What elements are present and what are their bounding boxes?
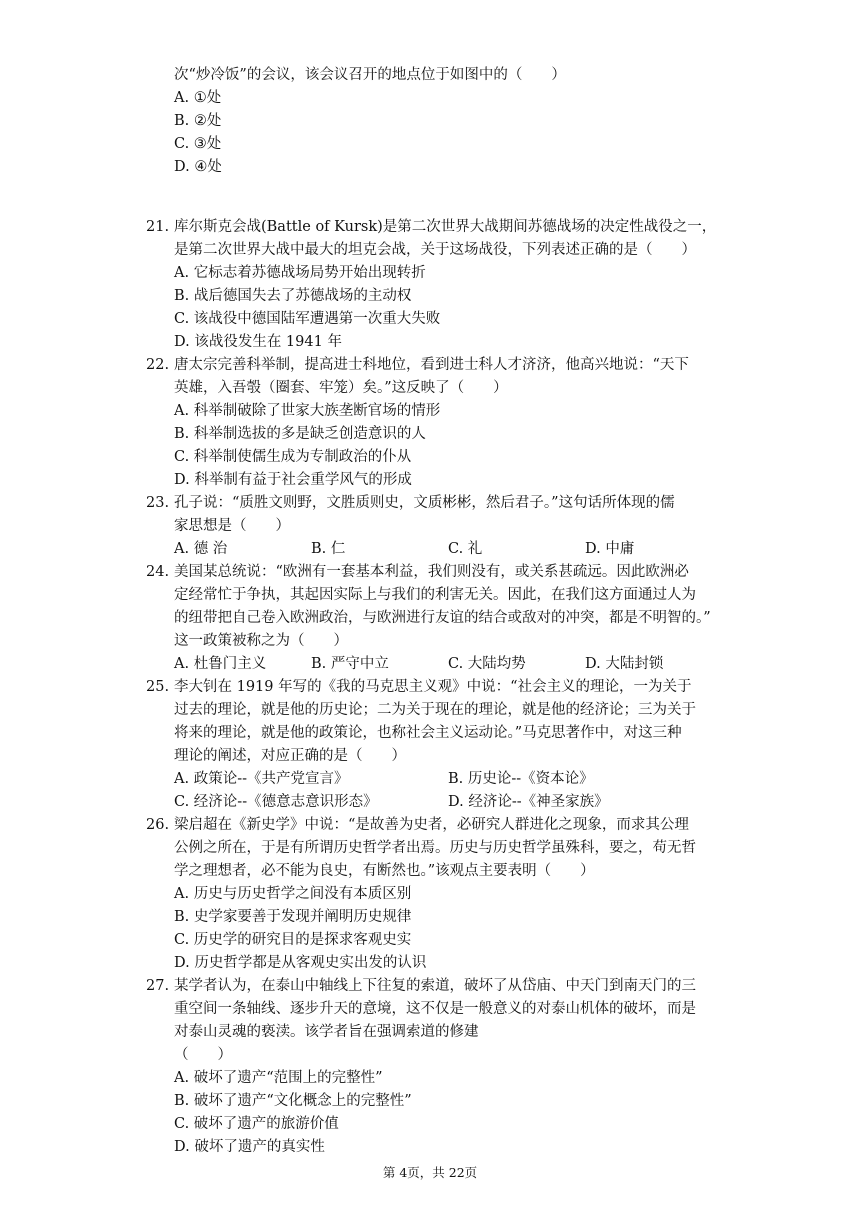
question-stem-line: 公例之所在，于是有所谓历史哲学者出焉。历史与历史哲学虽殊科，要之，苟无哲 — [174, 840, 696, 856]
option-a: A. 杜鲁门主义 — [174, 656, 267, 672]
question-stem-line: 李大钊在 1919 年写的《我的马克思主义观》中说：“社会主义的理论，一为关于 — [174, 679, 692, 695]
question-stem-line: 将来的理论，就是他的政策论，也称社会主义运动论。”马克思著作中，对这三种 — [174, 725, 682, 741]
question-number: 23. — [146, 495, 170, 511]
question-27 — [146, 975, 730, 1159]
option-d: D. ④处 — [174, 159, 222, 175]
question-stem-line: 梁启超在《新史学》中说：“是故善为史者，必研究人群进化之现象，而求其公理 — [174, 817, 689, 833]
question-22 — [146, 354, 730, 492]
question-stem-line: （ ） — [174, 1047, 232, 1063]
option-a: A. 科举制破除了世家大族垄断官场的情形 — [174, 403, 441, 419]
option-c: C. ③处 — [174, 136, 222, 152]
question-number: 22. — [146, 357, 170, 373]
option-c: C. 大陆均势 — [448, 656, 526, 672]
option-a: A. 政策论--《共产党宣言》 — [174, 771, 349, 787]
option-a: A. 德 治 — [174, 541, 228, 557]
question-stem-line: 是第二次世界大战中最大的坦克会战，关于这场战役，下列表述正确的是（ ） — [174, 242, 696, 258]
option-b: B. 破坏了遗产“文化概念上的完整性” — [174, 1093, 412, 1109]
question-stem-line: 理论的阐述，对应正确的是（ ） — [174, 748, 406, 764]
question-21 — [146, 216, 730, 354]
option-d: D. 科举制有益于社会重学风气的形成 — [174, 472, 412, 488]
options-row — [174, 653, 730, 676]
option-d: D. 历史哲学都是从客观史实出发的认识 — [174, 955, 427, 971]
question-number: 21. — [146, 219, 170, 235]
option-a: A. 它标志着苏德战场局势开始出现转折 — [174, 265, 426, 281]
option-b: B. 战后德国失去了苏德战场的主动权 — [174, 288, 412, 304]
question-stem-line: 学之理想者，必不能为良史，有断然也。”该观点主要表明（ ） — [174, 863, 595, 879]
option-a: A. 破坏了遗产“范围上的完整性” — [174, 1070, 383, 1086]
option-c: C. 历史学的研究目的是探求客观史实 — [174, 932, 412, 948]
question-stem-line: 美国某总统说：“欧洲有一套基本利益，我们则没有，或关系甚疏远。因此欧洲必 — [174, 564, 689, 580]
option-d: D. 大陆封锁 — [585, 656, 664, 672]
options-row — [174, 538, 730, 561]
option-d: D. 经济论--《神圣家族》 — [448, 794, 609, 810]
question-stem-line: 孔子说：“质胜文则野，文胜质则史，文质彬彬，然后君子。”这句话所体现的儒 — [174, 495, 675, 511]
option-a: A. ①处 — [174, 90, 222, 106]
option-c: C. 礼 — [448, 541, 483, 557]
option-b: B. ②处 — [174, 113, 222, 129]
option-b: B. 科举制选拔的多是缺乏创造意识的人 — [174, 426, 426, 442]
question-25 — [146, 676, 730, 814]
option-d: D. 中庸 — [585, 541, 635, 557]
question-number: 25. — [146, 679, 170, 695]
page-content — [146, 64, 730, 1159]
question-26 — [146, 814, 730, 975]
question-stem-line: 这一政策被称之为（ ） — [174, 633, 348, 649]
question-20-continuation — [146, 64, 730, 179]
option-d: D. 该战役发生在 1941 年 — [174, 334, 342, 350]
option-c: C. 科举制使儒生成为专制政治的仆从 — [174, 449, 412, 465]
question-number: 24. — [146, 564, 170, 580]
option-c: C. 经济论--《德意志意识形态》 — [174, 794, 378, 810]
option-c: C. 破坏了遗产的旅游价值 — [174, 1116, 339, 1132]
question-stem-line: 对泰山灵魂的亵渎。该学者旨在强调索道的修建 — [174, 1024, 479, 1040]
option-b: B. 仁 — [311, 541, 346, 557]
question-stem-line: 英雄，入吾彀（圈套、牢笼）矣。”这反映了（ ） — [174, 380, 508, 396]
question-stem-line: 重空间一条轴线、逐步升天的意境，这不仅是一般意义的对泰山机体的破坏，而是 — [174, 1001, 696, 1017]
question-stem-line: 库尔斯克会战(Battle of Kursk)是第二次世界大战期间苏德战场的决定性战役之一， — [174, 219, 717, 235]
option-b: B. 严守中立 — [311, 656, 389, 672]
question-23 — [146, 492, 730, 561]
question-stem-line: 过去的理论，就是他的历史论；二为关于现在的理论，就是他的经济论；三为关于 — [174, 702, 696, 718]
option-b: B. 史学家要善于发现并阐明历史规律 — [174, 909, 412, 925]
option-a: A. 历史与历史哲学之间没有本质区别 — [174, 886, 412, 902]
question-stem-line: 定经常忙于争执，其起因实际上与我们的利害无关。因此，在我们这方面通过人为 — [174, 587, 696, 603]
question-stem-line: 家思想是（ ） — [174, 518, 290, 534]
page-footer: 第 4页，共 22页 — [382, 1165, 478, 1180]
option-c: C. 该战役中德国陆军遭遇第一次重大失败 — [174, 311, 441, 327]
question-number: 27. — [146, 978, 170, 994]
question-stem-line: 的纽带把自己卷入欧洲政治，与欧洲进行友谊的结合或敌对的冲突，都是不明智的。” — [174, 610, 711, 626]
options-row — [174, 791, 730, 814]
question-number: 26. — [146, 817, 170, 833]
option-d: D. 破坏了遗产的真实性 — [174, 1139, 325, 1155]
question-stem-line: 次“炒冷饭”的会议，该会议召开的地点位于如图中的（ ） — [174, 67, 566, 83]
option-b: B. 历史论--《资本论》 — [448, 771, 594, 787]
question-stem-line: 唐太宗完善科举制，提高进士科地位，看到进士科人才济济，他高兴地说：“天下 — [174, 357, 689, 373]
question-24 — [146, 561, 730, 676]
question-stem-line: 某学者认为，在泰山中轴线上下往复的索道，破坏了从岱庙、中天门到南天门的三 — [174, 978, 696, 994]
options-row — [174, 768, 730, 791]
